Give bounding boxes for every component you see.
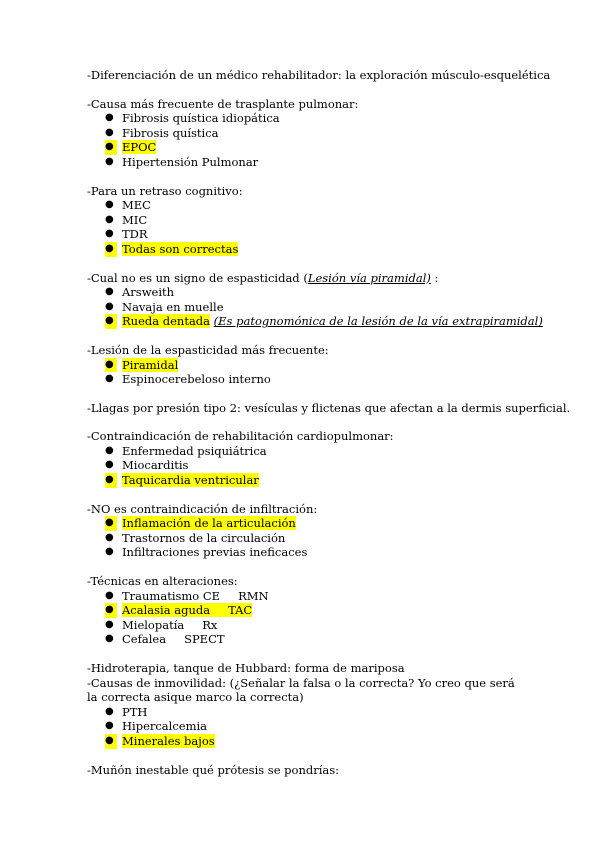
list-item: ● Traumatismo CE RMN	[105, 588, 269, 603]
bullet-icon: ●	[105, 112, 114, 124]
bullet-list	[87, 358, 527, 387]
section-retraso-cognitivo	[87, 184, 527, 257]
question-heading: -Muñón inestable qué prótesis se pondrías:	[87, 762, 340, 777]
bullet-icon: ●	[105, 516, 117, 531]
bullet-list	[87, 285, 543, 329]
list-item: ● MIC	[105, 212, 148, 227]
section-trasplante-pulmonar	[87, 97, 527, 170]
question-heading: -Lesión de la espasticidad más frecuente:	[87, 342, 329, 357]
list-item: ● Fibrosis quística idiopática	[105, 111, 280, 126]
bullet-icon: ●	[105, 444, 114, 456]
list-item: ● Hipercalcemia	[105, 719, 208, 734]
list-item: ● Enfermedad psiquiátrica	[105, 443, 267, 458]
list-item-highlighted: ● EPOC	[105, 140, 157, 155]
bullet-list	[87, 589, 527, 647]
bullet-icon: ●	[105, 603, 117, 618]
document-page	[87, 68, 571, 791]
bullet-icon: ●	[105, 459, 114, 471]
list-item: ● MEC	[105, 198, 151, 213]
list-item-highlighted: ● Acalasia aguda TAC	[105, 603, 253, 618]
bullet-icon: ●	[105, 473, 117, 488]
section-tecnicas	[87, 574, 527, 647]
bullet-list	[87, 705, 527, 749]
section-munon	[87, 763, 527, 778]
bullet-icon: ●	[105, 140, 117, 155]
section-medico-rehabilitador	[87, 68, 551, 83]
list-item-highlighted: ● Inflamación de la articulación	[105, 516, 296, 531]
bullet-list	[87, 198, 527, 256]
list-item-highlighted: ● Taquicardia ventricular	[105, 473, 259, 488]
text-line: -Hidroterapia, tanque de Hubbard: forma de mariposa	[87, 661, 405, 675]
section-inmovilidad	[87, 661, 527, 749]
question-heading: -Causa más frecuente de trasplante pulmonar:	[87, 96, 359, 111]
list-item: ● Miocarditis	[105, 458, 189, 473]
list-item: ● PTH	[105, 704, 148, 719]
bullet-icon: ●	[105, 228, 114, 240]
list-item: ● Arsweith	[105, 285, 175, 300]
question-heading: -Técnicas en alteraciones:	[87, 574, 238, 589]
section-espasticidad	[87, 270, 543, 329]
list-item: ● Cefalea SPECT	[105, 632, 225, 647]
bullet-icon: ●	[105, 618, 114, 630]
bullet-list	[87, 111, 527, 169]
question-heading: -NO es contraindicación de infiltración:	[87, 501, 318, 516]
bullet-icon: ●	[105, 242, 117, 257]
question-heading: -Para un retraso cognitivo:	[87, 183, 243, 198]
list-item: ● Espinocerebeloso interno	[105, 372, 271, 387]
bullet-list	[87, 516, 527, 560]
bullet-icon: ●	[105, 734, 117, 749]
section-llagas	[87, 400, 571, 416]
bullet-icon: ●	[105, 358, 117, 373]
list-item: ● TDR	[105, 227, 148, 242]
bullet-icon: ●	[105, 633, 114, 645]
bullet-icon: ●	[105, 300, 114, 312]
bullet-icon: ●	[105, 546, 114, 558]
list-item-highlighted: ● Piramidal	[105, 357, 179, 372]
section-infiltracion	[87, 502, 527, 560]
list-item-highlighted: ● Rueda dentada (Es patognomónica de la lesión de la vía extrapiramidal)	[105, 314, 543, 329]
bullet-icon: ●	[105, 155, 114, 167]
list-item: ● Navaja en muelle	[105, 299, 224, 314]
section-cardiopulmonar	[87, 429, 527, 487]
bullet-icon: ●	[105, 589, 114, 601]
question-heading: -Cual no es un signo de espasticidad (Lesión vía piramidal) :	[87, 270, 439, 285]
bullet-icon: ●	[105, 720, 114, 732]
list-item: ● Hipertensión Pulmonar	[105, 154, 259, 169]
bullet-icon: ●	[105, 314, 117, 329]
bullet-list	[87, 444, 527, 488]
bullet-icon: ●	[105, 286, 114, 298]
list-item: ● Infiltraciones previas ineficaces	[105, 545, 308, 560]
bullet-icon: ●	[105, 705, 114, 717]
list-item: ● Fibrosis quística	[105, 125, 219, 140]
text-line: -Llagas por presión tipo 2: vesículas y flictenas que afectan a la dermis superficial.	[87, 400, 571, 415]
section-lesion-espasticidad	[87, 343, 527, 387]
bullet-icon: ●	[105, 126, 114, 138]
note-text: Lesión vía piramidal)	[307, 270, 431, 285]
bullet-icon: ●	[105, 531, 114, 543]
text-line: -Diferenciación de un médico rehabilitador: la exploración músculo-esquelética	[87, 68, 551, 82]
list-item: ● Mielopatía Rx	[105, 617, 218, 632]
bullet-icon: ●	[105, 213, 114, 225]
question-heading: -Causas de inmovilidad: (¿Señalar la falsa o la correcta? Yo creo que será la correcta asique marco la correcta)	[87, 675, 515, 705]
question-heading: -Contraindicación de rehabilitación cardiopulmonar:	[87, 429, 394, 444]
list-item: ● Trastornos de la circulación	[105, 530, 286, 545]
note-text: (Es patognomónica de la lesión de la vía extrapiramidal)	[213, 314, 543, 329]
bullet-icon: ●	[105, 373, 114, 385]
list-item-highlighted: ● Minerales bajos	[105, 733, 215, 748]
list-item-highlighted: ● Todas son correctas	[105, 241, 239, 256]
bullet-icon: ●	[105, 199, 114, 211]
